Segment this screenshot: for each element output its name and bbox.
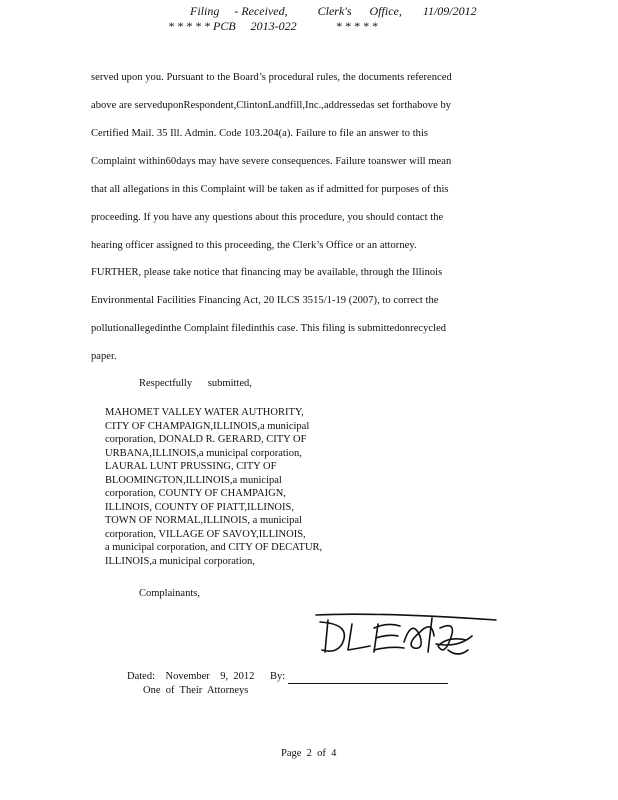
party-line: a municipal corporation, and CITY OF DECATUR,: [105, 542, 323, 553]
body-line: that all allegations in this Complaint will be taken as if admitted for purposes of this: [91, 184, 449, 195]
party-line: URBANA,ILLINOIS,a municipal corporation,: [105, 447, 302, 459]
handwritten-signature: [308, 606, 503, 666]
body-line: above are serveduponRespondent,ClintonLandfill,Inc.,addressedas set forthabove by: [91, 100, 452, 111]
body-line: Environmental Facilities Financing Act, 20 ILCS 3515/1-19 (2007), to correct the: [91, 295, 439, 306]
by-label: By:: [270, 671, 286, 682]
party-line: LAURAL LUNT PRUSSING, CITY OF: [105, 461, 277, 472]
complainants-label: Complainants,: [139, 588, 200, 599]
complainant-parties-block: [105, 406, 322, 568]
party-line: corporation, COUNTY OF CHAMPAIGN,: [105, 488, 286, 499]
respectfully-submitted: Respectfully submitted,: [139, 378, 252, 389]
party-line: corporation, VILLAGE OF SAVOY,ILLINOIS,: [105, 528, 306, 540]
body-line: paper.: [91, 351, 117, 362]
attorney-line: One of Their Attorneys: [143, 685, 249, 696]
body-line: proceeding. If you have any questions about this procedure, you should contact the: [91, 212, 444, 223]
filing-stamp-line-1: Filing - Received, Clerk's Office, 11/09/2012: [190, 4, 477, 18]
body-line: Complaint within60days may have severe consequences. Failure toanswer will mean: [91, 156, 452, 167]
party-line: MAHOMET VALLEY WATER AUTHORITY,: [105, 407, 304, 418]
dated-label: Dated: November 9, 2012: [127, 671, 255, 682]
party-line: ILLINOIS,a municipal corporation,: [105, 555, 255, 567]
body-line: hearing officer assigned to this proceeding, the Clerk’s Office or an attorney.: [91, 240, 417, 251]
party-line: corporation, DONALD R. GERARD, CITY OF: [105, 434, 307, 445]
party-line: BLOOMINGTON,ILLINOIS,a municipal: [105, 474, 282, 486]
body-line: pollutionallegedinthe Complaint filedinthis case. This filing is submittedonrecycled: [91, 323, 447, 334]
body-line: FURTHER, please take notice that financing may be available, through the Illinois: [91, 267, 443, 278]
body-line: Certified Mail. 35 Ill. Admin. Code 103.204(a). Failure to file an answer to this: [91, 128, 429, 139]
party-line: CITY OF CHAMPAIGN,ILLINOIS,a municipal: [105, 420, 310, 432]
party-line: ILLINOIS, COUNTY OF PIATT,ILLINOIS,: [105, 501, 294, 513]
party-line: TOWN OF NORMAL,ILLINOIS, a municipal: [105, 515, 302, 526]
signature-line: [288, 683, 448, 684]
filing-stamp-line-2: * * * * * PCB 2013-022 * * * * *: [168, 19, 378, 33]
page-number: Page 2 of 4: [281, 748, 337, 759]
body-line: served upon you. Pursuant to the Board’s procedural rules, the documents referenced: [91, 72, 452, 83]
